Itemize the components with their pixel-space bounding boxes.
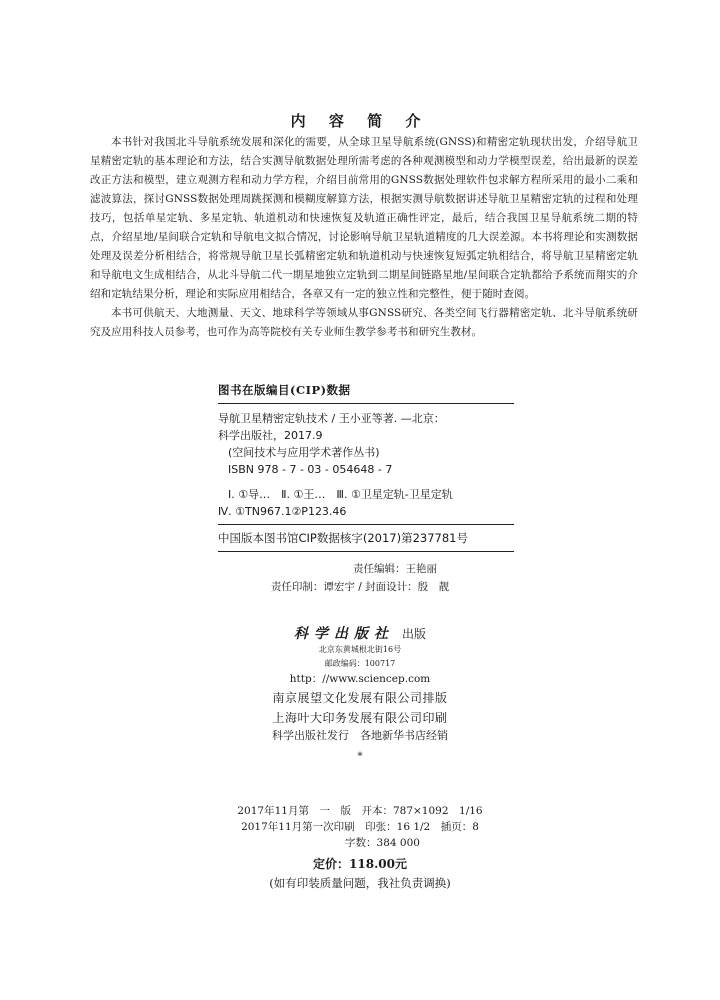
edition-line: 2017年11月第 一 版 开本：787×1092 1/16: [237, 805, 483, 817]
publisher-name-row: [294, 623, 426, 643]
intro-title: 内 容 简 介: [290, 112, 430, 130]
intro-body: [90, 133, 638, 342]
intro-paragraph: 本书针对我国北斗导航系统发展和深化的需要，从全球卫星导航系统(GNSS)和精密定轨现状出发，介绍导航卫星精密定轨的基本理论和方法，结合实测导航数据处理所需考虑的各种观测模型和动力学模型误差，给出最新的误差改正方法和模型，建立观测方程和动力学方程，介绍目前常用的GNSS数据处理软件包求解方程所采用的最小二乘和滤波算法，探讨GNSS数据处理周跳探测和模糊度解算方法，根据实测导航数据讲述导航卫星精密定轨的过程和处理技巧，包括单星定轨、多星定轨、轨道机动和快速恢复及轨道正确性评定，最后，结合我国卫星导航系统二期的特点，介绍星地/星间联合定轨和导航电文拟合情况，讨论影响导航卫星轨道精度的几大误差源。本书将理论和实测数据处理及误差分析相结合，将常规导航卫星长弧精密定轨和轨道机动与快速恢复短弧定轨相结合，将导航卫星精密定轨和导航电文生成相结合，从北斗导航二代一期星地独立定轨到二期星间链路星地/星间联合定轨都给予系统而翔实的介绍和定轨结果分析，理论和实际应用相结合，各章又有一定的独立性和完整性，便于随时查阅。: [90, 136, 638, 300]
print-and-cover-credits: 责任印制：谭宏宇 / 封面设计：殷 靓: [270, 581, 450, 593]
separator-star: *: [357, 751, 363, 762]
printing-line: 2017年11月第一次印刷 印张：16 1/2 插页：8: [241, 821, 479, 833]
cip-block: [218, 382, 514, 552]
word-count: 字数：384 000: [345, 837, 420, 849]
cip-line-isbn: ISBN 978 - 7 - 03 - 054648 - 7: [228, 463, 393, 476]
credits: [0, 560, 720, 596]
cip-heading: 图书在版编目(CIP)数据: [218, 382, 514, 404]
cip-lines: [218, 404, 514, 520]
publisher-suffix: 出版: [401, 627, 426, 641]
responsible-editor: 责任编辑：王艳丽: [353, 563, 437, 575]
cip-line-publisher: 科学出版社，2017.9: [218, 429, 323, 442]
publisher-block: [0, 623, 720, 764]
publisher-address: 北京东黄城根北街16号: [318, 645, 402, 654]
distribution: 科学出版社发行 各地新华书店经销: [272, 729, 448, 742]
printer: 上海叶大印务发展有限公司印刷: [272, 711, 448, 725]
publisher-postcode: 邮政编码：100717: [324, 659, 396, 668]
edition-specs: [0, 803, 720, 893]
publisher-logotype: 科学出版社: [293, 626, 394, 642]
cip-line-series: (空间技术与应用学术著作丛书): [228, 446, 380, 459]
publisher-url: http：//www.sciencep.com: [289, 673, 431, 685]
cip-line-classification: Ⅳ. ①TN967.1②P123.46: [218, 505, 347, 518]
quality-notice: (如有印装质量问题，我社负责调换): [269, 876, 451, 890]
price: 定价：118.00元: [313, 857, 407, 871]
cip-line-title: 导航卫星精密定轨技术 / 王小亚等著. —北京：: [218, 412, 445, 425]
cip-line-subjects: Ⅰ. ①导… Ⅱ. ①王… Ⅲ. ①卫星定轨-卫星定轨: [228, 488, 453, 501]
typesetter: 南京展望文化发展有限公司排版: [272, 691, 448, 705]
cip-record-number: 中国版本图书馆CIP数据核字(2017)第237781号: [218, 525, 514, 552]
intro-paragraph: 本书可供航天、大地测量、天文、地球科学等领域从事GNSS研究、各类空间飞行器精密定轨、北斗导航系统研究及应用科技人员参考，也可作为高等院校有关专业师生教学参考书和研究生教材。: [90, 307, 638, 338]
